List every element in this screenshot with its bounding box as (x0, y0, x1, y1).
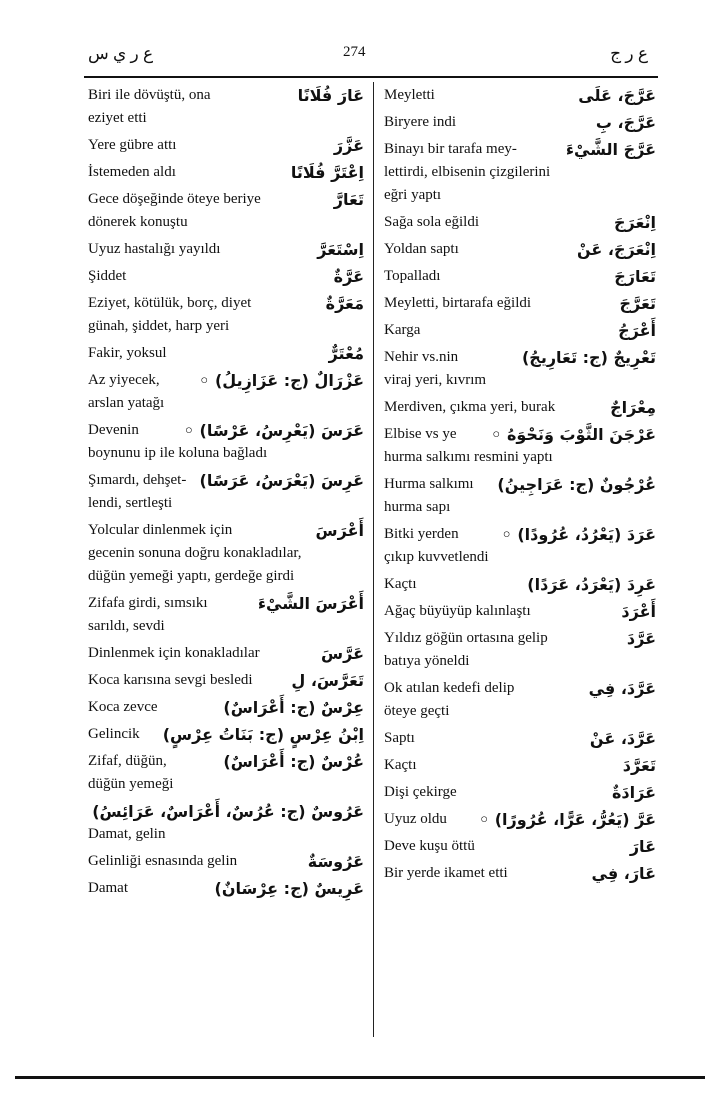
arabic-headword: عَزْرَالٌ (ج: عَزَازِيلُ) ◦ (199, 371, 364, 390)
dictionary-entry (88, 84, 364, 130)
turkish-definition: Deve kuşu öttü (384, 838, 475, 854)
turkish-definition: Şımardı, dehşet- (88, 472, 187, 488)
turkish-definition: viraj yeri, kıvrım (384, 372, 487, 388)
dictionary-entry (384, 265, 656, 288)
dictionary-entry (384, 781, 656, 804)
arabic-headword: اِنْعَرَجَ، عَنْ (577, 240, 656, 259)
turkish-definition: Merdiven, çıkma yeri, burak (384, 399, 556, 415)
arabic-headword: اِبْنُ عِرْسٍ (ج: بَنَاتُ عِرْسٍ) (162, 725, 364, 744)
dictionary-entry (384, 238, 656, 261)
dictionary-entry (384, 523, 656, 569)
arabic-headword: عَرَّدَ، فِي (588, 679, 656, 698)
turkish-definition: eziyet etti (88, 110, 147, 126)
dictionary-entry (88, 850, 364, 873)
dictionary-entry (384, 677, 656, 723)
arabic-headword: عَرُوسَةٌ (307, 852, 364, 871)
turkish-definition: Koca zevce (88, 699, 158, 715)
dictionary-entry (384, 627, 656, 673)
turkish-definition: Uyuz hastalığı yayıldı (88, 241, 221, 257)
arabic-headword: عُرْسٌ (ج: أَعْرَاسٌ) (223, 752, 364, 771)
arabic-headword: اِسْتَعَرَّ (317, 240, 364, 259)
turkish-definition: Sağa sola eğildi (384, 214, 479, 230)
arabic-headword: تَعَرَّدَ (622, 756, 656, 775)
turkish-definition: İstemeden aldı (88, 164, 176, 180)
dictionary-entry (384, 292, 656, 315)
arabic-headword: أَعْرَدَ (621, 602, 656, 621)
dictionary-entry (384, 573, 656, 596)
turkish-definition: öteye geçti (384, 703, 450, 719)
arabic-headword: عَرِسَ (يَعْرَسُ، عَرَسًا) (199, 471, 364, 490)
arabic-headword: عَرَّجَ، عَلَى (578, 86, 656, 105)
turkish-definition: Şiddet (88, 268, 127, 284)
dictionary-entry (384, 423, 656, 469)
turkish-definition: Fakir, yoksul (88, 345, 167, 361)
arabic-headword: تَعْرِيجٌ (ج: تَعَارِيجُ) (521, 348, 656, 367)
turkish-definition: düğün yemeği (88, 776, 174, 792)
turkish-definition: Bir yerde ikamet etti (384, 865, 508, 881)
turkish-definition: Zifafa girdi, sımsıkı (88, 595, 208, 611)
dictionary-entry (88, 419, 364, 465)
turkish-definition: lendi, sertleşti (88, 495, 173, 511)
dictionary-entry (88, 469, 364, 515)
arabic-headword: عَرَّدَ، عَنْ (589, 729, 656, 748)
arabic-headword: مِعْرَاجٌ (610, 398, 656, 417)
turkish-definition: lettirdi, elbisenin çizgilerini (384, 164, 551, 180)
arabic-headword: أَعْرَسَ (315, 521, 364, 540)
dictionary-entry (88, 134, 364, 157)
dictionary-entry (384, 84, 656, 107)
turkish-definition: Damat (88, 880, 128, 896)
turkish-definition: Hurma salkımı (384, 476, 474, 492)
turkish-definition: Devenin (88, 422, 139, 438)
dictionary-entry (384, 835, 656, 858)
turkish-definition: günah, şiddet, harp yeri (88, 318, 230, 334)
arabic-headword: تَعَرَّسَ، لِ (291, 671, 364, 690)
turkish-definition: Karga (384, 322, 421, 338)
dictionary-entry (88, 723, 364, 746)
arabic-headword: عَرَّدَ (626, 629, 656, 648)
left-column (88, 84, 364, 904)
turkish-definition: Bitki yerden (384, 526, 459, 542)
dictionary-entry (88, 238, 364, 261)
arabic-headword: عَرَّجَ، بِ (595, 113, 656, 132)
dictionary-entry (88, 369, 364, 415)
dictionary-entry (88, 877, 364, 900)
right-column (384, 84, 656, 889)
turkish-definition: Gelinliği esnasında gelin (88, 853, 238, 869)
turkish-definition: Gece döşeğinde öteye beriye (88, 191, 261, 207)
dictionary-entry (384, 808, 656, 831)
turkish-definition: Meyletti, birtarafa eğildi (384, 295, 532, 311)
turkish-definition: eğri yaptı (384, 187, 442, 203)
turkish-definition: Dinlenmek için konakladılar (88, 645, 260, 661)
dictionary-entry (88, 669, 364, 692)
turkish-definition: hurma sapı (384, 499, 451, 515)
arabic-headword: عَرَّةٌ (333, 267, 364, 286)
turkish-definition: Binayı bir tarafa mey- (384, 141, 517, 157)
dictionary-entry (384, 727, 656, 750)
turkish-definition: Kaçtı (384, 576, 417, 592)
arabic-headword: اِعْتَرَّ فُلَانًا (290, 163, 364, 182)
dictionary-entry (88, 592, 364, 638)
dictionary-entry (88, 342, 364, 365)
dictionary-entry (384, 396, 656, 419)
arabic-headword: عَارَ فُلَانًا (297, 86, 364, 105)
turkish-definition: arslan yatağı (88, 395, 165, 411)
dictionary-entry (384, 473, 656, 519)
dictionary-entry (88, 750, 364, 796)
dictionary-entry (384, 211, 656, 234)
footer-rule (15, 1076, 705, 1079)
turkish-definition: çıkıp kuvvetlendi (384, 549, 489, 565)
turkish-definition: hurma salkımı resmini yaptı (384, 449, 553, 465)
arabic-headword: عَرَدَ (يَعْرُدُ، عُرُودًا) ◦ (501, 525, 656, 544)
arabic-headword: أَعْرَجُ (618, 321, 656, 340)
turkish-definition: Saptı (384, 730, 415, 746)
turkish-definition: Kaçtı (384, 757, 417, 773)
dictionary-entry (88, 161, 364, 184)
dictionary-entry (384, 138, 656, 207)
turkish-definition: sarıldı, sevdi (88, 618, 165, 634)
turkish-definition: batıya yöneldi (384, 653, 470, 669)
turkish-definition: Dişi çekirge (384, 784, 457, 800)
arabic-headword: عَرِدَ (يَعْرَدُ، عَرَدًا) (527, 575, 656, 594)
turkish-definition: dönerek konuştu (88, 214, 188, 230)
arabic-headword: مَعَرَّةٌ (325, 294, 364, 313)
turkish-definition: Yere gübre attı (88, 137, 177, 153)
turkish-definition: Biri ile dövüştü, ona (88, 87, 211, 103)
turkish-definition: Meyletti (384, 87, 435, 103)
dictionary-entry (88, 265, 364, 288)
turkish-definition: Gelincik (88, 726, 140, 742)
turkish-definition: Eziyet, kötülük, borç, diyet (88, 295, 252, 311)
arabic-headword: عِرْسٌ (ج: أَعْرَاسٌ) (223, 698, 364, 717)
dictionary-entry (384, 600, 656, 623)
turkish-definition: Topalladı (384, 268, 441, 284)
arabic-headword: عُرْجُونٌ (ج: عَرَاجِينُ) (497, 475, 656, 494)
dictionary-entry (88, 519, 364, 588)
turkish-definition: Yoldan saptı (384, 241, 459, 257)
arabic-headword: تَعَارَّ (333, 190, 364, 209)
turkish-definition: Ok atılan kedefi delip (384, 680, 515, 696)
dictionary-entry (384, 319, 656, 342)
turkish-definition: Az yiyecek, (88, 372, 160, 388)
arabic-headword: تَعَارَجَ (614, 267, 656, 286)
arabic-headword: أَعْرَسَ الشَّيْءَ (257, 594, 364, 613)
turkish-definition: Zifaf, düğün, (88, 753, 167, 769)
turkish-definition: Yıldız göğün ortasına gelip (384, 630, 548, 646)
arabic-headword: عَزَّرَ (333, 136, 364, 155)
turkish-definition: Uyuz oldu (384, 811, 447, 827)
dictionary-entry (384, 862, 656, 885)
arabic-headword: عَارَ، فِي (591, 864, 656, 883)
arabic-headword: عَرِيسٌ (ج: عِرْسَانٌ) (214, 879, 364, 898)
arabic-headword: عَارَ (629, 837, 656, 856)
turkish-definition: gecenin sonuna doğru konakladılar, (88, 545, 302, 561)
header-right-root-letters: ع ر ج (610, 44, 648, 63)
dictionary-entry (88, 188, 364, 234)
arabic-headword: عَرَّجَ الشَّيْءَ (565, 140, 656, 159)
arabic-headword: عَرَّ (يَعُرُّ، عَرًّا، عُرُورًا) ◦ (478, 810, 656, 829)
arabic-headword: عَرْجَنَ الثَّوْبَ وَنَحْوَهُ ◦ (491, 425, 656, 444)
turkish-definition: Damat, gelin (88, 826, 166, 842)
dictionary-entry (384, 111, 656, 134)
arabic-headword: اِنْعَرَجَ (613, 213, 656, 232)
dictionary-entry (88, 800, 364, 846)
turkish-definition: düğün yemeği yaptı, gerdeğe girdi (88, 568, 295, 584)
turkish-definition: Elbise vs ye (384, 426, 457, 442)
turkish-definition: Ağaç büyüyüp kalınlaştı (384, 603, 531, 619)
arabic-headword: عَرَادَةٌ (611, 783, 656, 802)
turkish-definition: Biryere indi (384, 114, 457, 130)
arabic-headword: عَرُوسٌ (ج: عُرُسٌ، أَعْرَاسٌ، عَرَائِسُ) (92, 802, 364, 821)
arabic-headword: تَعَرَّجَ (619, 294, 656, 313)
turkish-definition: Yolcular dinlenmek için (88, 522, 233, 538)
arabic-headword: عَرَّسَ (321, 644, 364, 663)
turkish-definition: Koca karısına sevgi besledi (88, 672, 253, 688)
page-number: 274 (343, 44, 366, 60)
header-left-root-letters: ع ر ي س (88, 44, 154, 63)
dictionary-entry (88, 292, 364, 338)
arabic-headword: مُعْتَرٌّ (328, 344, 364, 363)
column-divider (373, 82, 374, 1037)
dictionary-entry (384, 346, 656, 392)
header-rule (84, 76, 658, 78)
turkish-definition: boynunu ip ile koluna bağladı (88, 445, 268, 461)
turkish-definition: Nehir vs.nin (384, 349, 459, 365)
dictionary-entry (88, 642, 364, 665)
dictionary-entry (384, 754, 656, 777)
dictionary-entry (88, 696, 364, 719)
arabic-headword: عَرَسَ (يَعْرِسُ، عَرْسًا) ◦ (183, 421, 364, 440)
